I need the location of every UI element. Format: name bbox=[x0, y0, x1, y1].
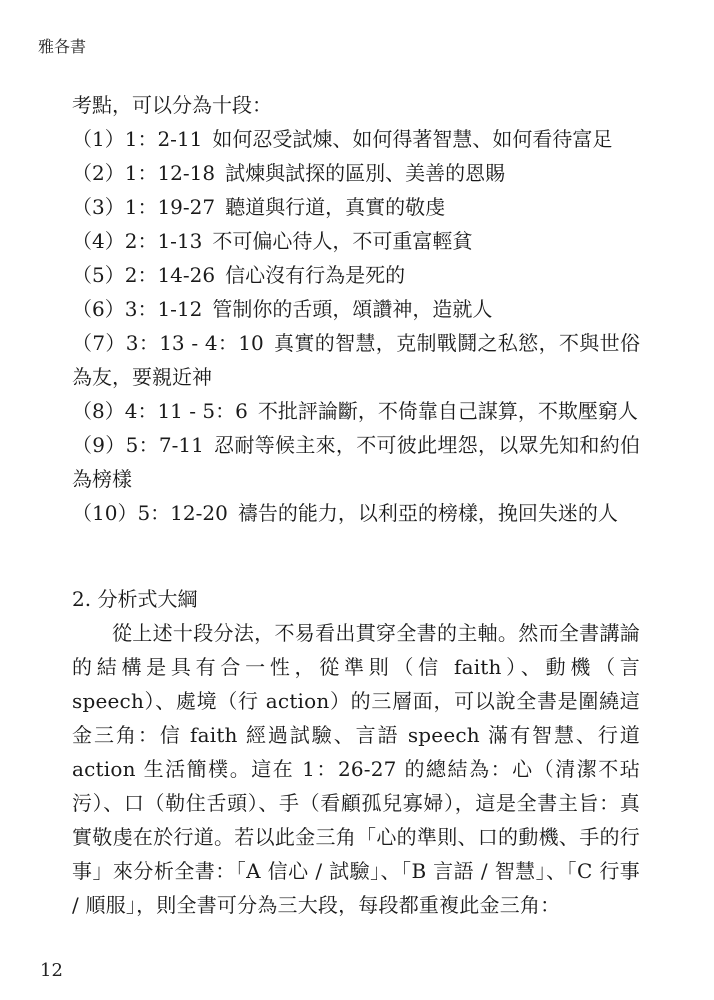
segment-text: 聽道與行道，真實的敬虔 bbox=[225, 195, 446, 219]
scripture-reference: 5：7-11 bbox=[125, 433, 204, 457]
segment-text: 禱告的能力，以利亞的榜樣，挽回失迷的人 bbox=[237, 501, 618, 525]
scripture-reference: 1：19-27 bbox=[124, 195, 216, 219]
scripture-reference: 2：14-26 bbox=[124, 263, 216, 287]
scripture-reference: 4：11 - 5：6 bbox=[124, 399, 248, 423]
segment-text: 不批評論斷，不倚靠自己謀算，不欺壓窮人 bbox=[257, 399, 638, 423]
list-item bbox=[72, 224, 640, 258]
list-item bbox=[72, 156, 640, 190]
segment-text: 試煉與試探的區別、美善的恩賜 bbox=[225, 161, 506, 185]
scripture-reference: 1：2-11 bbox=[124, 127, 203, 151]
page-content bbox=[72, 88, 640, 922]
page-number: 12 bbox=[40, 960, 63, 981]
segment-number: （5） bbox=[72, 263, 125, 287]
segment-text: 如何忍受試煉、如何得著智慧、如何看待富足 bbox=[212, 127, 613, 151]
scripture-reference: 5：12-20 bbox=[137, 501, 228, 525]
segment-number: （3） bbox=[72, 195, 125, 219]
segment-number: （8） bbox=[72, 399, 125, 423]
segment-number: （4） bbox=[72, 229, 125, 253]
segment-number: （9） bbox=[72, 433, 126, 457]
segment-number: （10） bbox=[72, 501, 138, 525]
list-item bbox=[72, 428, 640, 496]
list-item bbox=[72, 258, 640, 292]
section-heading: 2. 分析式大綱 bbox=[72, 587, 198, 611]
list-item bbox=[72, 292, 640, 326]
segment-number: （1） bbox=[72, 127, 125, 151]
segment-number: （6） bbox=[72, 297, 125, 321]
scripture-reference: 3：13 - 4：10 bbox=[125, 331, 264, 355]
segment-text: 真實的智慧，克制戰鬪之私慾，不與世俗為友，要親近神 bbox=[72, 331, 640, 389]
list-item bbox=[72, 190, 640, 224]
segment-text: 信心沒有行為是死的 bbox=[225, 263, 406, 287]
segment-text: 不可偏心待人，不可重富輕貧 bbox=[212, 229, 473, 253]
segment-number: （7） bbox=[72, 331, 126, 355]
intro-line: 考點，可以分為十段： bbox=[72, 93, 272, 117]
segment-list bbox=[72, 122, 640, 530]
list-item bbox=[72, 122, 640, 156]
segment-number: （2） bbox=[72, 161, 125, 185]
list-item bbox=[72, 326, 640, 394]
scripture-reference: 2：1-13 bbox=[124, 229, 203, 253]
segment-text: 管制你的舌頭，頌讚神，造就人 bbox=[212, 297, 493, 321]
list-item bbox=[72, 496, 640, 530]
running-title: 雅各書 bbox=[38, 37, 87, 56]
segment-text: 忍耐等候主來，不可彼此埋怨，以眾先知和約伯為榜樣 bbox=[72, 433, 641, 491]
scripture-reference: 1：12-18 bbox=[124, 161, 216, 185]
list-item bbox=[72, 394, 640, 428]
scripture-reference: 3：1-12 bbox=[124, 297, 203, 321]
body-paragraph: 從上述十段分法，不易看出貫穿全書的主軸。然而全書講論的結構是具有合一性，從準則（信 faith）、動機（言 speech）、處境（行 action）的三層面，可以說全書是圍繞這金三角：信 faith 經過試驗、言語 speech 滿有智慧、行道 action 生活簡樸。這在 1：26-27 的總結為：心（清潔不玷污）、口（勒住舌頭）、手（看顧孤兒寡婦），這是全書主旨：真實敬虔在於行道。若以此金三角「心的準則、口的動機、手的行事」來分析全書：「A 信心 / 試驗」、「B 言語 / 智慧」、「C 行事 / 順服」，則全書可分為三大段，每段都重複此金三角： bbox=[72, 621, 640, 917]
